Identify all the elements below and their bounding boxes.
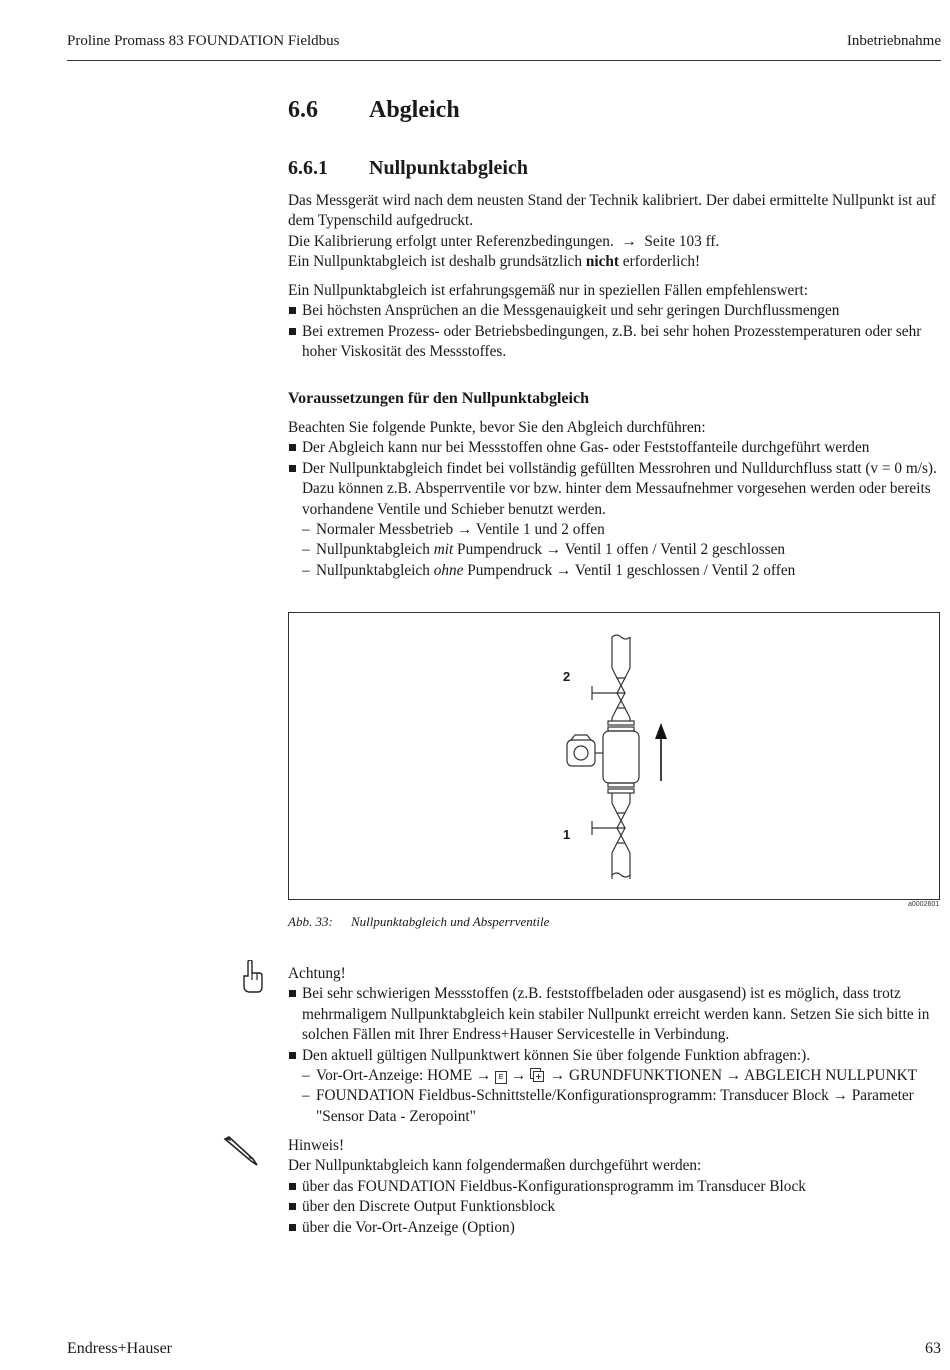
list-item: über die Vor-Ort-Anzeige (Option) <box>288 1218 948 1238</box>
figure-caption <box>288 914 549 930</box>
bullet-icon <box>289 1183 296 1190</box>
transmitter <box>567 740 595 766</box>
pencil-note-icon <box>221 1135 261 1172</box>
valve-2 <box>617 678 625 693</box>
page-reference-link[interactable]: Seite 103 ff. <box>644 232 720 250</box>
list-item: über den Discrete Output Funktionsblock <box>288 1197 948 1217</box>
bullet-icon <box>289 328 296 335</box>
prerequisites-heading: Voraussetzungen für den Nullpunktabgleich <box>288 390 589 407</box>
sub-list-item: – Normaler Messbetrieb → Ventile 1 und 2 offen <box>302 521 605 539</box>
header-rule <box>67 60 941 61</box>
arrow-icon: → <box>621 232 637 250</box>
running-header-title: Proline Promass 83 FOUNDATION Fieldbus <box>67 33 340 49</box>
bullet-icon <box>289 1224 296 1231</box>
bullet-icon <box>289 1203 296 1210</box>
bullet-icon <box>289 307 296 314</box>
valve-1-label: 1 <box>563 827 571 842</box>
intro-paragraph-3: Ein Nullpunktabgleich ist deshalb grundsätzlich nicht erforderlich! <box>288 253 701 271</box>
intro-paragraph-1: Das Messgerät wird nach dem neusten Stand der Technik kalibriert. Der dabei ermittelte Nullpunkt ist auf dem Typenschild aufgedruckt. <box>288 192 936 230</box>
intro-block <box>288 191 948 273</box>
subsection-heading <box>288 157 528 180</box>
caption-text: Nullpunktabgleich und Absperrventile <box>351 914 550 929</box>
figure-valves <box>288 612 940 900</box>
valve-2-marker <box>592 686 617 700</box>
warning-title: Achtung! <box>288 965 346 982</box>
recommendation-intro: Ein Nullpunktabgleich ist erfahrungsgemäß nur in speziellen Fällen empfehlenswert: <box>288 282 808 299</box>
prerequisites-block <box>288 418 948 581</box>
sub-list-item: – FOUNDATION Fieldbus-Schnittstelle/Konfigurationsprogramm: Transducer Block → Parameter "Sensor Data - Zeropoint" <box>302 1087 914 1125</box>
footer-company: Endress+Hauser <box>67 1340 172 1357</box>
list-item: über das FOUNDATION Fieldbus-Konfigurationsprogramm im Transducer Block <box>288 1177 948 1197</box>
list-item: Bei extremen Prozess- oder Betriebsbedingungen, z.B. bei sehr hohen Prozesstemperaturen oder sehr hoher Viskosität des Messstoffes. <box>288 322 948 363</box>
sub-list-item: – Nullpunktabgleich mit Pumpendruck → Ventil 1 offen / Ventil 2 geschlossen <box>302 541 786 559</box>
note-block <box>288 1136 948 1238</box>
figure-id: a0002601 <box>908 901 940 908</box>
valve-1-marker <box>592 821 617 835</box>
list-item: Bei sehr schwierigen Messstoffen (z.B. feststoffbeladen oder ausgasend) ist es möglich, dass trotz mehrmaligem Nullpunktabgleich kein stabiler Nullpunkt erreicht werden kann. Setzen Sie sich bitte in solchen Fällen mit Ihrer Endress+Hauser Servicestelle in Verbindung. <box>288 984 948 1045</box>
note-intro: Der Nullpunktabgleich kann folgendermaßen durchgeführt werden: <box>288 1157 702 1175</box>
recommendation-block <box>288 281 948 363</box>
emphasis-nicht: nicht <box>585 253 619 271</box>
note-title: Hinweis! <box>288 1137 345 1154</box>
subsection-title: Nullpunktabgleich <box>369 157 528 179</box>
warning-block <box>288 964 948 1127</box>
caption-number: Abb. 33: <box>288 914 333 929</box>
page-number: 63 <box>925 1340 941 1357</box>
list-item: Den aktuell gültigen Nullpunktwert können Sie über folgende Funktion abfragen:). <box>288 1046 948 1066</box>
subsection-number: 6.6.1 <box>288 157 328 179</box>
plus-minus-keys-icon <box>530 1068 546 1082</box>
section-title: Abgleich <box>369 97 460 123</box>
list-item: Der Nullpunktabgleich findet bei vollständig gefüllten Messrohren und Nulldurchfluss statt (v = 0 m/s). Dazu können z.B. Absperrventile vor bzw. hinter dem Messaufnehmer vorgesehen werden oder bereits vorhandene Ventile und Schieber benutzt werden. <box>288 459 948 520</box>
bullet-icon <box>289 444 296 451</box>
pipe-top <box>612 637 630 668</box>
bullet-icon <box>289 1052 296 1059</box>
list-item: Der Abgleich kann nur bei Messstoffen ohne Gas- oder Feststoffanteile durchgeführt werden <box>288 438 948 458</box>
hand-warning-icon <box>238 960 266 999</box>
bullet-icon <box>289 465 296 472</box>
pipe-diagram <box>289 613 939 899</box>
prerequisites-intro: Beachten Sie folgende Punkte, bevor Sie den Abgleich durchführen: <box>288 419 706 436</box>
section-heading <box>288 97 460 124</box>
section-number: 6.6 <box>288 97 318 123</box>
running-header-chapter: Inbetriebnahme <box>846 33 941 49</box>
valve-1 <box>617 813 625 828</box>
sub-list-item: – Vor-Ort-Anzeige: HOME → E → → GRUNDFUNKTIONEN → ABGLEICH NULLPUNKT <box>302 1067 918 1085</box>
sub-list-item: – Nullpunktabgleich ohne Pumpendruck → Ventil 1 geschlossen / Ventil 2 offen <box>302 561 796 579</box>
flowmeter <box>603 731 639 783</box>
bullet-icon <box>289 990 296 997</box>
valve-2-label: 2 <box>563 669 571 684</box>
enter-key-icon: E <box>495 1071 507 1084</box>
intro-paragraph-2: Die Kalibrierung erfolgt unter Referenzbedingungen. → Seite 103 ff. <box>288 232 720 250</box>
flow-arrowhead <box>655 723 667 739</box>
list-item: Bei höchsten Ansprüchen an die Messgenauigkeit und sehr geringen Durchflussmengen <box>288 301 948 321</box>
